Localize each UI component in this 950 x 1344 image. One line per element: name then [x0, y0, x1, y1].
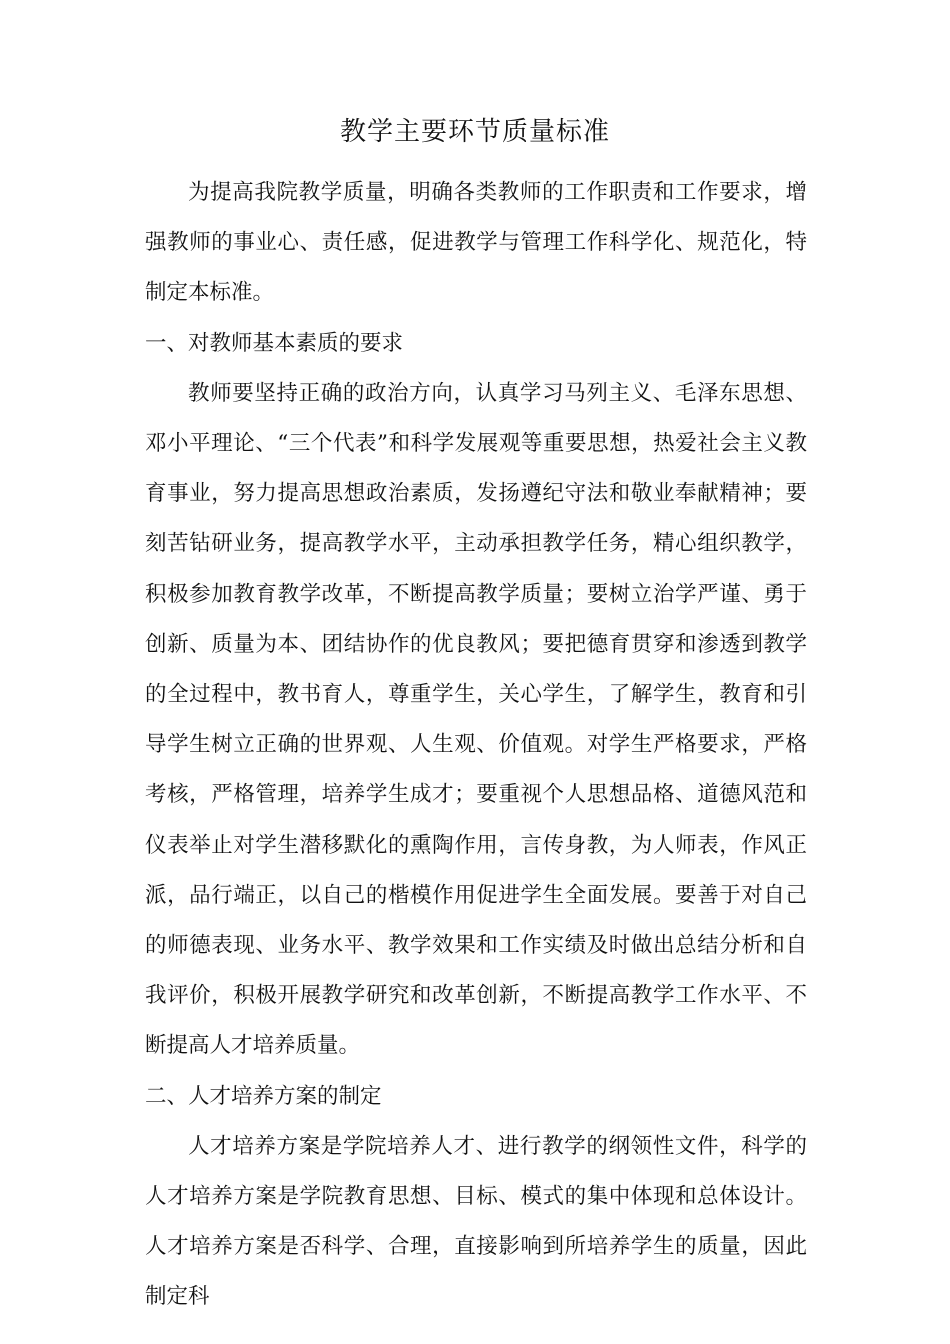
intro-paragraph: 为提高我院教学质量，明确各类教师的工作职责和工作要求，增强教师的事业心、责任感，促进教学与管理工作科学化、规范化，特制定本标准。 — [145, 180, 807, 306]
document-body — [145, 168, 807, 1323]
section-body-training-plan: 人才培养方案是学院培养人才、进行教学的纲领性文件，科学的人才培养方案是学院教育思想、目标、模式的集中体现和总体设计。人才培养方案是否科学、合理，直接影响到所培养学生的质量，因此制定科 — [145, 1133, 807, 1310]
section-heading-teacher-quality: 一、对教师基本素质的要求 — [145, 330, 404, 356]
section-body-teacher-quality: 教师要坚持正确的政治方向，认真学习马列主义、毛泽东思想、邓小平理论、“三个代表”和科学发展观等重要思想，热爱社会主义教育事业，努力提高思想政治素质，发扬遵纪守法和敬业奉献精神；要刻苦钻研业务，提高教学水平，主动承担教学任务，精心组织教学，积极参加教育教学改革，不断提高教学质量；要树立治学严谨、勇于创新、质量为本、团结协作的优良教风；要把德育贯穿和渗透到教学的全过程中，教书育人，尊重学生，关心学生，了解学生，教育和引导学生树立正确的世界观、人生观、价值观。对学生严格要求，严格考核，严格管理，培养学生成才；要重视个人思想品格、道德风范和仪表举止对学生潜移默化的熏陶作用，言传身教，为人师表，作风正派，品行端正，以自己的楷模作用促进学生全面发展。要善于对自己的师德表现、业务水平、教学效果和工作实绩及时做出总结分析和自我评价，积极开展教学研究和改革创新，不断提高教学工作水平、不断提高人才培养质量。 — [145, 380, 807, 1059]
document-title: 教学主要环节质量标准 — [339, 117, 610, 147]
section-heading-training-plan: 二、人才培养方案的制定 — [145, 1083, 382, 1109]
